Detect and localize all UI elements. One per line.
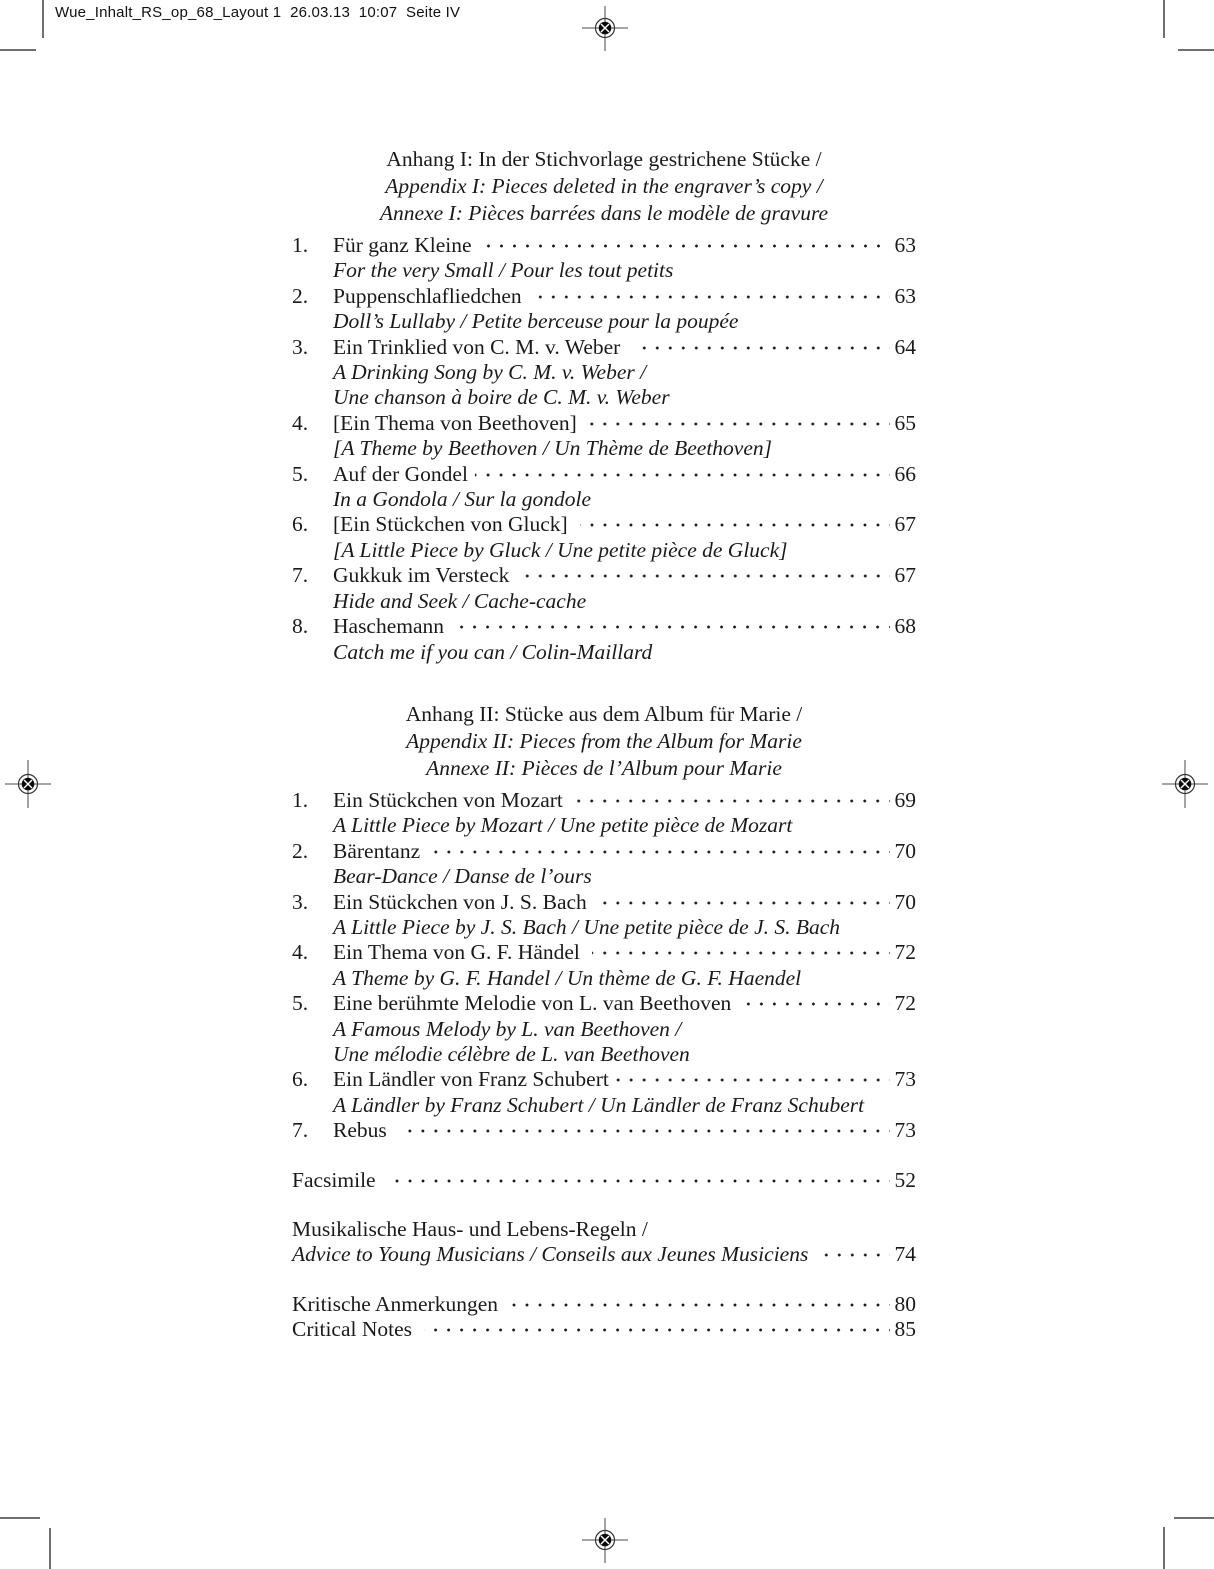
toc-footer-entry [292,1242,916,1267]
entry-subtitle-row [292,589,916,614]
entry-page-number: 63 [894,283,916,308]
entry-subtitle: In a Gondola / Sur la gondole [333,487,591,512]
entry-title: Ein Stückchen von J. S. Bach [333,889,593,914]
entry-subtitle-row [292,640,916,665]
entry-number: 3. [292,889,309,914]
entry-title: Puppenschlafliedchen [333,283,522,308]
toc-footer-entry [292,1217,916,1242]
entry-title: [Ein Thema von Beethoven] [333,410,583,435]
entry-main-row [292,563,916,588]
entry-page-number: 69 [894,787,916,812]
toc-section [292,146,916,665]
toc-entry [292,462,916,513]
footer-entry-page-number: 85 [894,1317,916,1342]
entry-number: 2. [292,838,309,863]
crop-mark-top-right-horizontal [1178,49,1214,51]
entry-subtitle: Catch me if you can / Colin-Maillard [333,639,653,664]
entry-main-row [292,890,916,915]
footer-entry-title: Kritische Anmerkungen [292,1291,498,1316]
entry-main-row [292,1118,916,1143]
entry-subtitle: Hide and Seek / Cache-cache [333,588,587,613]
toc-entry [292,614,916,665]
entry-subtitle: Une mélodie célèbre de L. van Beethoven [333,1041,690,1066]
entry-page-number: 66 [894,461,916,486]
entry-number: 5. [292,991,309,1016]
footer-entry-page-number: 52 [894,1167,916,1192]
entry-page-number: 63 [894,233,916,257]
entry-subtitle: A Drinking Song by C. M. v. Weber / [333,360,647,385]
entry-page-number: 72 [894,991,916,1016]
entry-main-row [292,411,916,436]
entry-subtitle-row [292,1093,916,1118]
registration-mark-top-icon [577,0,633,56]
footer-entry-title: Critical Notes [292,1317,418,1342]
entry-main-row [292,512,916,537]
entry-subtitle-row [292,915,916,940]
entry-subtitle-row [292,436,916,461]
entry-number: 2. [292,283,309,308]
entry-title: Ein Ländler von Franz Schubert [333,1067,609,1092]
entry-title: Haschemann [333,614,450,639]
toc-entry [292,839,916,890]
toc-footer-group [292,1292,916,1343]
section-heading-line: Anhang II: Stücke aus dem Album für Marie / [405,701,803,726]
entry-subtitle: Une chanson à boire de C. M. v. Weber [333,385,670,410]
entry-subtitle: A Theme by G. F. Handel / Un thème de G. F. Haendel [333,965,802,990]
toc-footer-group [292,1168,916,1193]
toc-entry [292,890,916,941]
entry-number: 1. [292,787,309,812]
crop-mark-top-left-horizontal [0,49,36,51]
entry-subtitle: [A Little Piece by Gluck / Une petite pièce de Gluck] [333,537,788,562]
entry-number: 6. [292,1067,309,1092]
entry-page-number: 73 [894,1067,916,1092]
entry-subtitle-row [292,385,916,410]
entry-main-row [292,462,916,487]
section-heading [292,701,916,782]
toc-footer-entry [292,1292,916,1317]
section-heading-line: Appendix I: Pieces deleted in the engraver’s copy / [385,174,823,198]
entry-subtitle: A Ländler by Franz Schubert / Un Ländler de Franz Schubert [333,1092,865,1117]
entry-subtitle: A Famous Melody by L. van Beethoven / [333,1016,682,1041]
entry-title: Für ganz Kleine [333,233,472,257]
entry-subtitle-row [292,1042,916,1067]
toc-entry [292,940,916,991]
toc-footer-group [292,1217,916,1268]
entry-title: Ein Thema von G. F. Händel [333,940,586,965]
entry-subtitle: For the very Small / Pour les tout petits [333,258,674,283]
entry-number: 8. [292,614,309,639]
entry-subtitle-row [292,1017,916,1042]
entry-main-row [292,614,916,639]
entry-subtitle-row [292,309,916,334]
entry-subtitle-row [292,538,916,563]
entry-subtitle: Bear-Dance / Danse de l’ours [333,864,592,889]
entry-page-number: 67 [894,563,916,588]
toc-footer-entry [292,1168,916,1193]
entry-title: Ein Trinklied von C. M. v. Weber [333,334,626,359]
toc-entry [292,512,916,563]
entry-subtitle-row [292,360,916,385]
crop-mark-bottom-right-horizontal [1174,1517,1214,1519]
crop-mark-top-right-vertical [1163,0,1165,38]
registration-mark-right-icon [1157,756,1213,812]
entry-number: 6. [292,512,309,537]
entry-title: Gukkuk im Versteck [333,563,515,588]
crop-mark-bottom-left-vertical [49,1528,51,1569]
entry-subtitle: A Little Piece by J. S. Bach / Une petite pièce de J. S. Bach [333,914,841,939]
toc-section [292,701,916,1144]
entry-main-row [292,839,916,864]
toc-entry [292,1118,916,1143]
section-entries [292,233,916,665]
entry-title: [Ein Stückchen von Gluck] [333,512,574,537]
print-slug: Wue_Inhalt_RS_op_68_Layout 1 26.03.13 10:07 Seite IV [55,4,461,21]
entry-page-number: 73 [894,1118,916,1143]
entry-title: Auf der Gondel [333,461,468,486]
entry-subtitle: A Little Piece by Mozart / Une petite pièce de Mozart [333,813,793,838]
toc-entry [292,563,916,614]
entry-page-number: 70 [894,889,916,914]
entry-page-number: 68 [894,614,916,639]
entry-subtitle: [A Theme by Beethoven / Un Thème de Beethoven] [333,436,773,461]
entry-subtitle: Doll’s Lullaby / Petite berceuse pour la poupée [333,309,739,334]
entry-page-number: 72 [894,940,916,965]
entry-main-row [292,991,916,1016]
entry-main-row [292,940,916,965]
entry-main-row [292,335,916,360]
entry-number: 7. [292,1118,309,1143]
entry-number: 3. [292,334,309,359]
entry-main-row [292,284,916,309]
entry-title: Bärentanz [333,838,421,863]
table-of-contents [292,146,916,1343]
toc-footer-entry [292,1317,916,1342]
registration-mark-left-icon [0,756,56,812]
entry-number: 7. [292,563,309,588]
toc-entry [292,788,916,839]
crop-mark-bottom-right-vertical [1163,1527,1165,1569]
entry-page-number: 67 [894,512,916,537]
section-heading-line: Annexe I: Pièces barrées dans le modèle de gravure [379,201,829,225]
entry-main-row [292,1067,916,1092]
entry-subtitle-row [292,813,916,838]
entry-title: Ein Stückchen von Mozart [333,787,569,812]
entry-page-number: 64 [894,334,916,359]
crop-mark-top-left-vertical [42,0,44,38]
section-heading-line: Appendix II: Pieces from the Album for Marie [406,728,802,753]
entry-main-row [292,233,916,258]
footer-entry-title: Facsimile [292,1167,381,1192]
entry-subtitle-row [292,864,916,889]
entry-subtitle-row [292,258,916,283]
toc-entry [292,335,916,411]
entry-number: 1. [292,233,309,257]
entry-title: Rebus [333,1118,393,1143]
toc-entry [292,411,916,462]
section-heading [292,146,916,227]
toc-entry [292,991,916,1067]
footer-entry-page-number: 74 [894,1242,916,1267]
registration-mark-bottom-icon [577,1512,633,1568]
entry-page-number: 70 [894,838,916,863]
toc-entry [292,233,916,284]
entry-number: 5. [292,461,309,486]
toc-entry [292,284,916,335]
entry-subtitle-row [292,487,916,512]
entry-main-row [292,788,916,813]
entry-page-number: 65 [894,410,916,435]
footer-entry-title: Advice to Young Musicians / Conseils aux Jeunes Musiciens [292,1242,814,1267]
footer-entry-page-number: 80 [894,1291,916,1316]
footer-entry-title: Musikalische Haus- und Lebens-Regeln / [292,1217,648,1241]
toc-entry [292,1067,916,1118]
entry-title: Eine berühmte Melodie von L. van Beethoven [333,991,737,1016]
entry-number: 4. [292,940,309,965]
entry-subtitle-row [292,966,916,991]
section-heading-line: Annexe II: Pièces de l’Album pour Marie [426,755,782,780]
crop-mark-bottom-left-horizontal [0,1517,40,1519]
entry-number: 4. [292,410,309,435]
section-entries [292,788,916,1144]
section-heading-line: Anhang I: In der Stichvorlage gestrichene Stücke / [386,147,822,171]
